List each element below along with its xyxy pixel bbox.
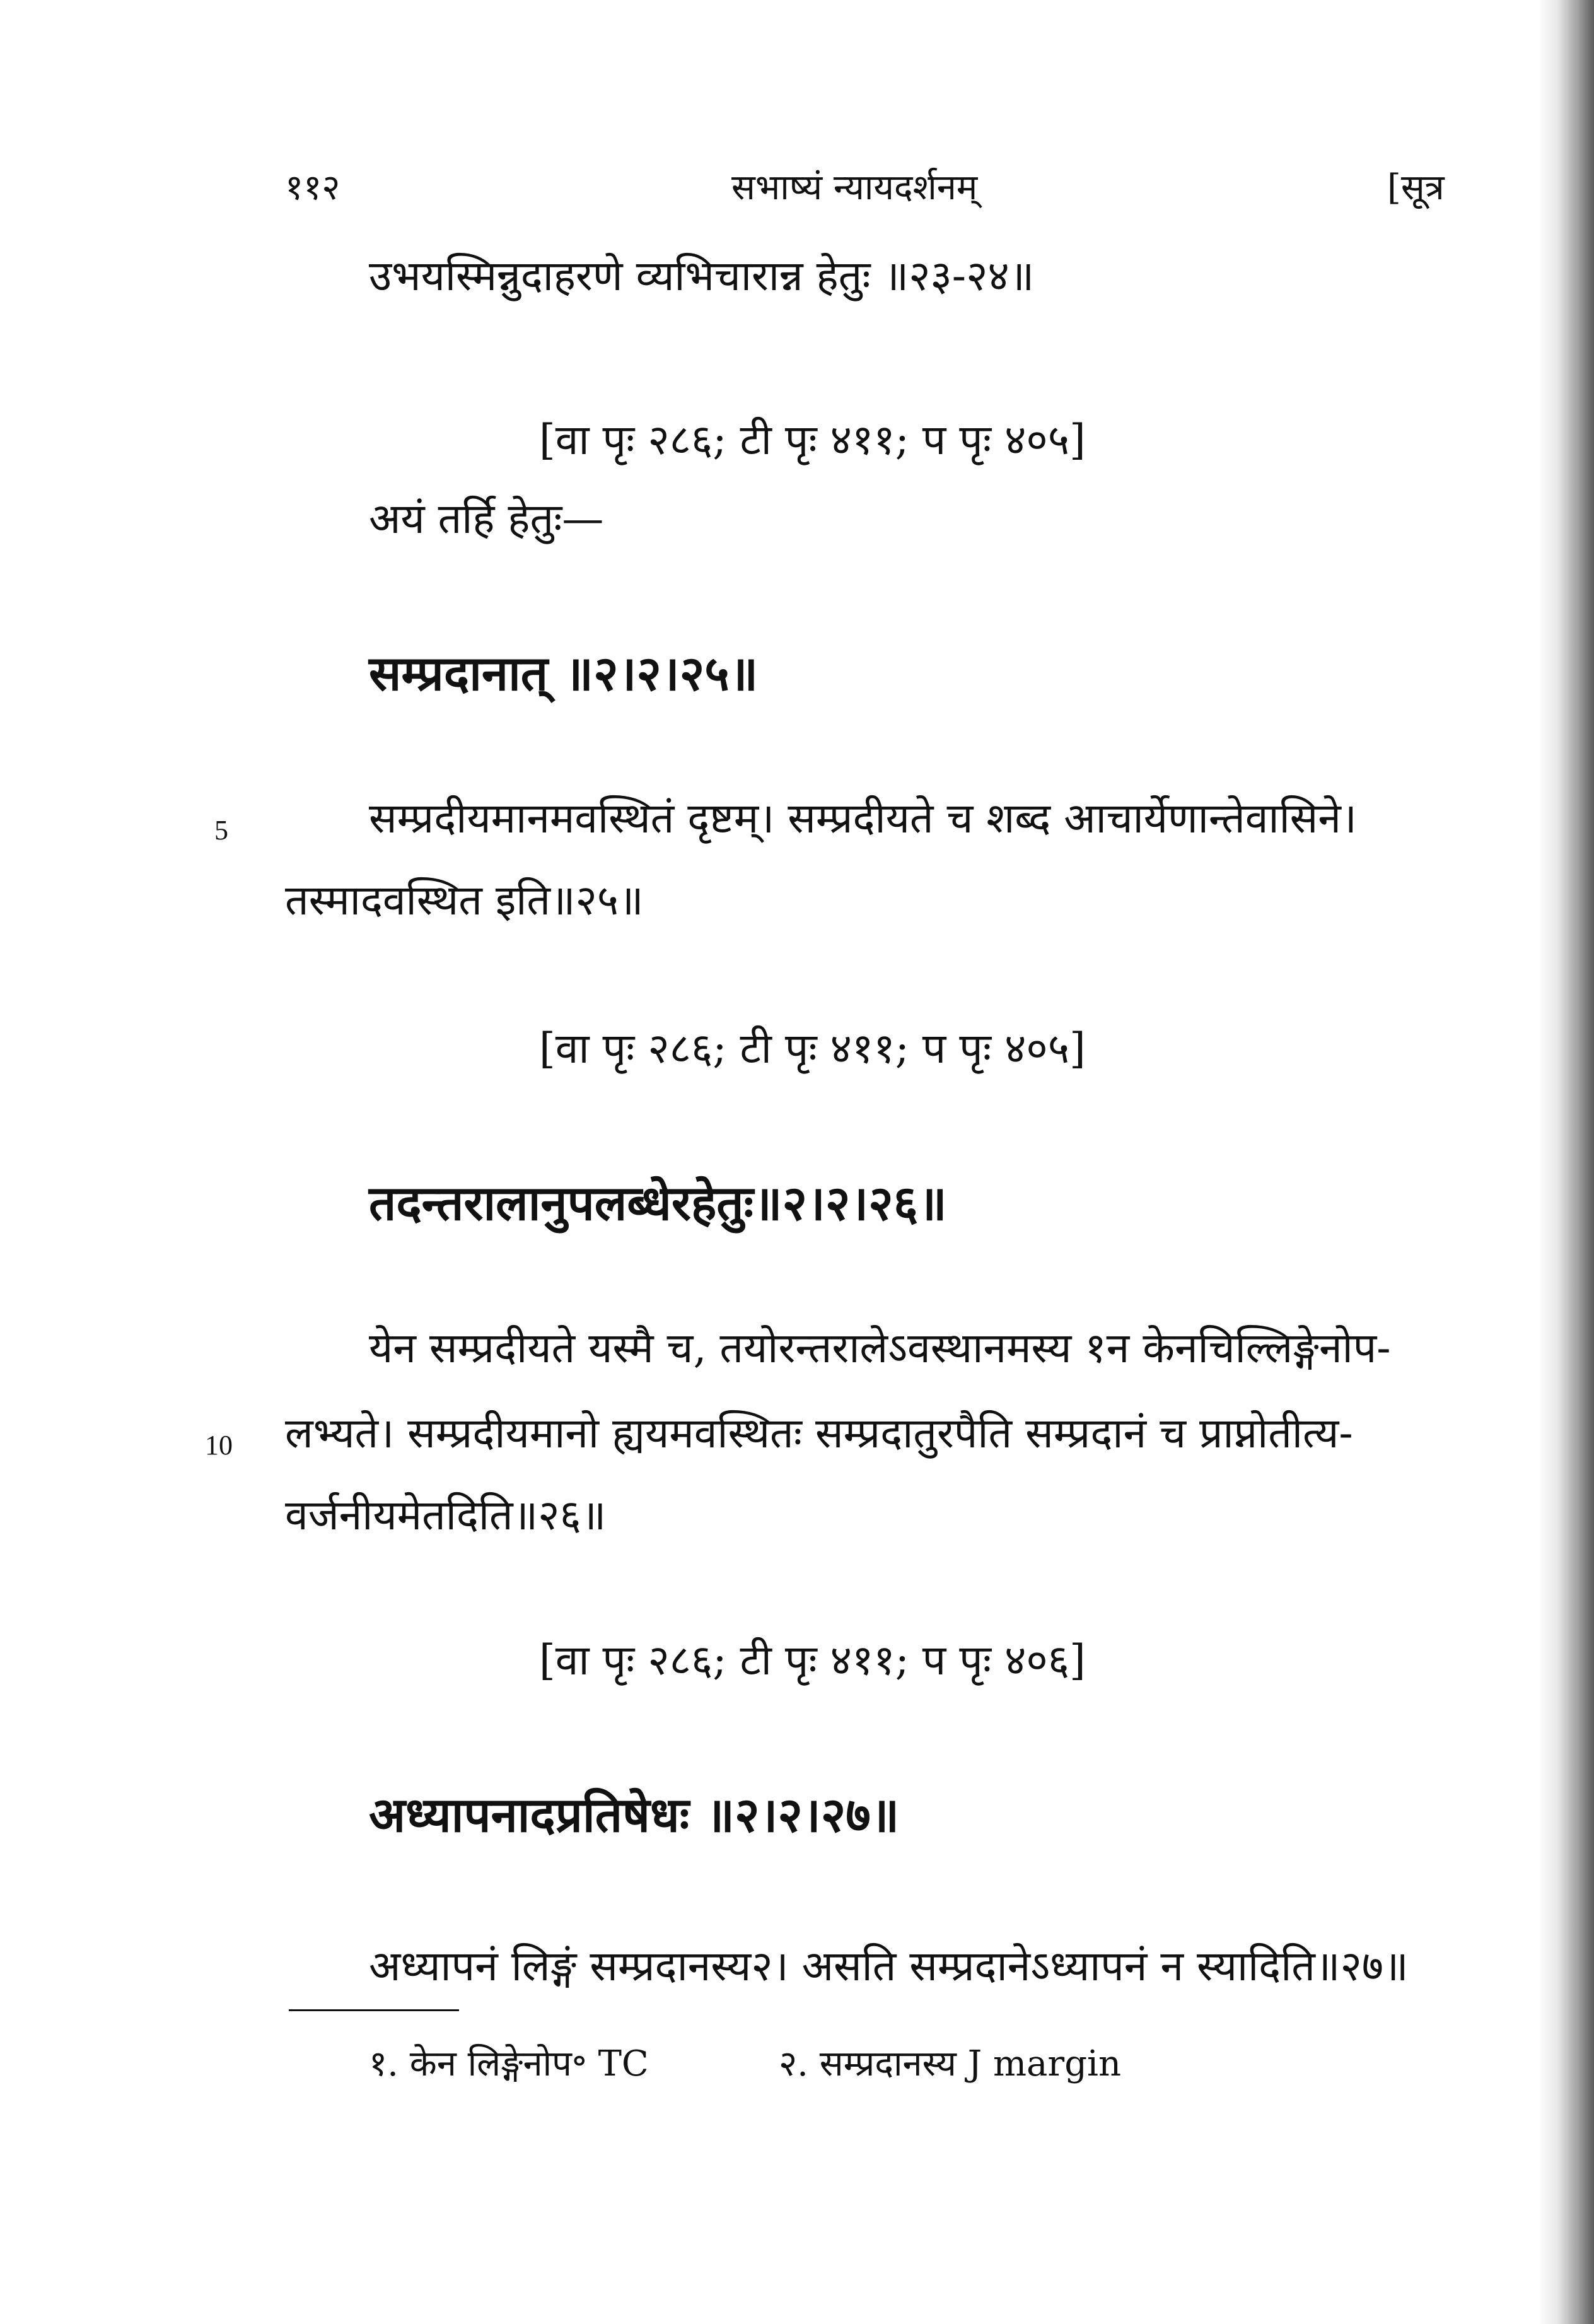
running-title: सभाष्यं न्यायदर्शनम् [731, 167, 978, 208]
line-number: 10 [205, 1430, 233, 1461]
sutra-heading: अध्यापनादप्रतिषेधः ॥२।२।२७॥ [369, 1787, 900, 1843]
page-number: ११२ [285, 167, 340, 208]
paragraph-line: तस्मादवस्थित इति॥२५॥ [285, 876, 644, 925]
paragraph-line: सम्प्रदीयमानमवस्थितं दृष्टम्। सम्प्रदीयते च शब्द आचार्येणान्तेवासिने। [369, 794, 1357, 843]
text-line: अयं तर्हि हेतुः— [369, 494, 604, 543]
footnote-rule [289, 2009, 459, 2011]
page-edge-shadow [1537, 0, 1594, 2324]
footnote: २. सम्प्रदानस्य J margin [779, 2043, 1122, 2084]
sutra-heading: सम्प्रदानात् ॥२।२।२५॥ [369, 645, 759, 701]
sutra-heading: तदन्तरालानुपलब्धेरहेतुः॥२।२।२६॥ [369, 1175, 947, 1231]
paragraph-line: अध्यापनं लिङ्गं सम्प्रदानस्य२। असति सम्प्रदानेऽध्यापनं न स्यादिति॥२७॥ [369, 1942, 1409, 1990]
section-tag: [सूत्र [1387, 167, 1445, 208]
reference-line: [वा पृः २८६; टी पृः ४११; प पृः ४०५] [539, 1024, 1086, 1073]
line-number: 5 [214, 815, 228, 846]
reference-line: [वा पृः २८६; टी पृः ४११; प पृः ४०६] [539, 1636, 1086, 1685]
paragraph-line: येन सम्प्रदीयते यस्मै च, तयोरन्तरालेऽवस्थानमस्य १न केनचिल्लिङ्गेनोप- [369, 1324, 1391, 1372]
footnote: १. केन लिङ्गेनोप॰ TC [369, 2043, 649, 2084]
paragraph-line: लभ्यते। सम्प्रदीयमानो ह्ययमवस्थितः सम्प्रदातुरपैति सम्प्रदानं च प्राप्नोतीत्य- [285, 1409, 1353, 1457]
text-line: उभयस्मिन्नुदाहरणे व्यभिचारान्न हेतुः ॥२३-२४॥ [369, 252, 1035, 300]
paragraph-line: वर्जनीयमेतदिति॥२६॥ [285, 1491, 607, 1539]
reference-line: [वा पृः २८६; टी पृः ४११; प पृः ४०५] [539, 416, 1086, 464]
